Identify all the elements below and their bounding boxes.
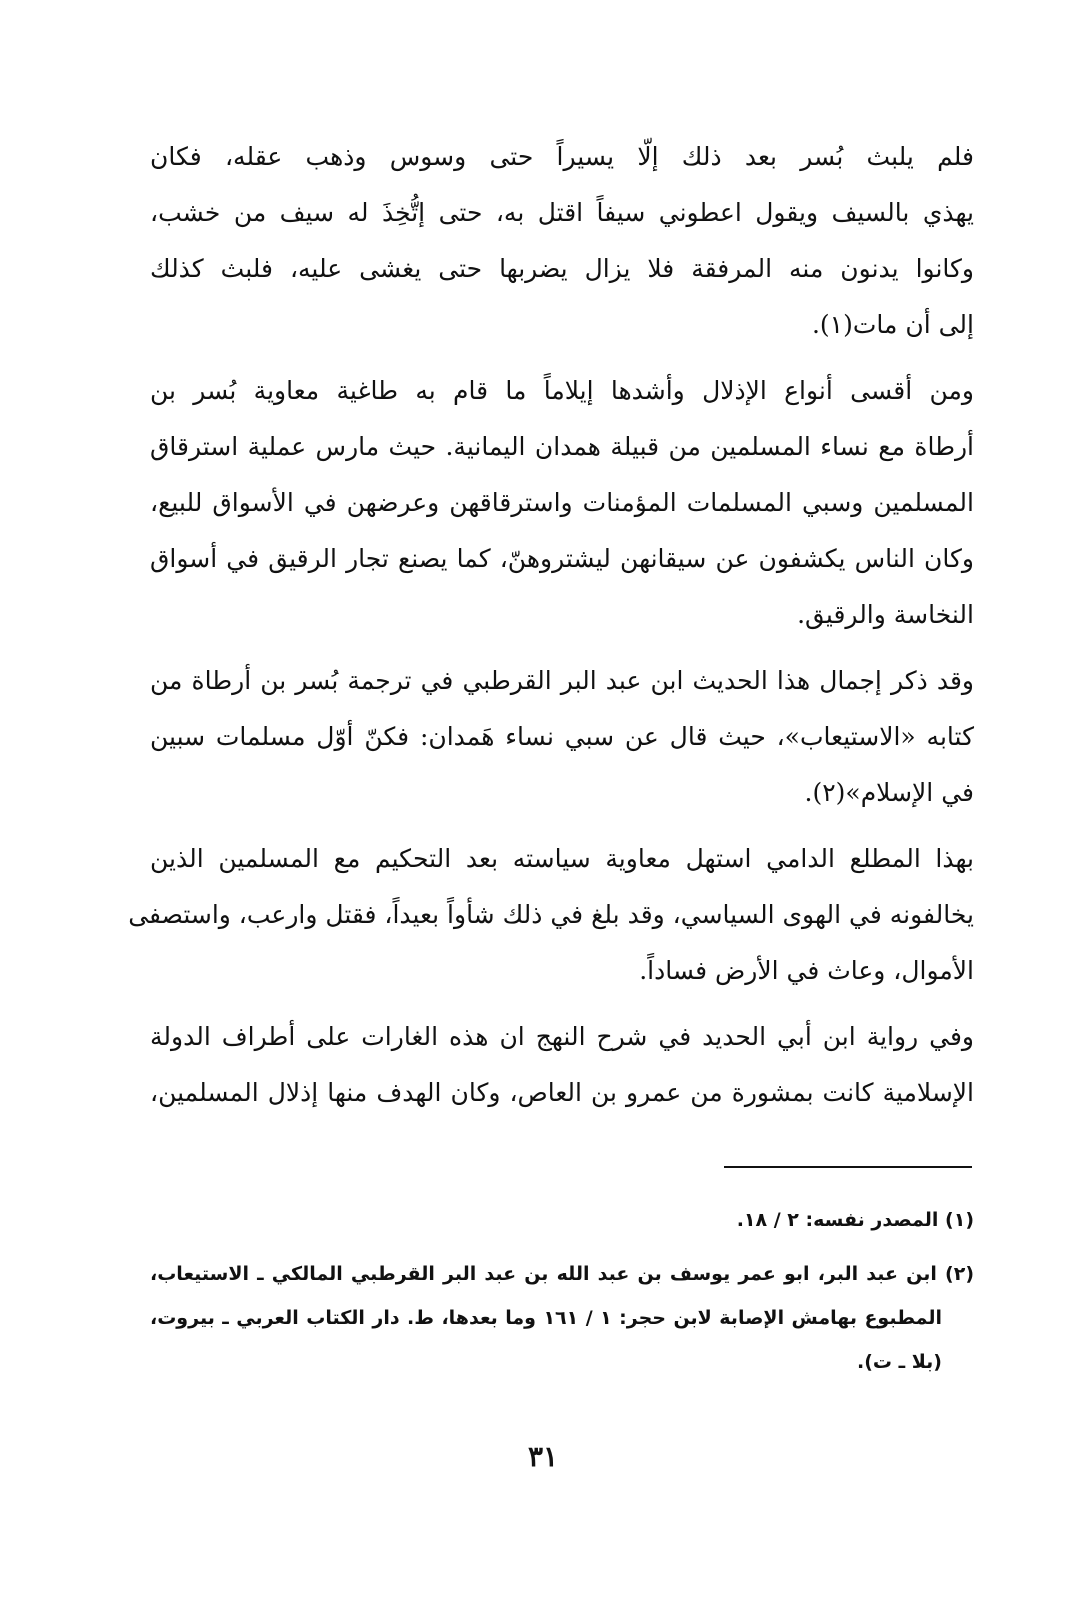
text-line: النخاسة والرقيق. [797, 600, 974, 629]
footnote-line: المطبوع بهامش الإصابة لابن حجر: ١ / ١٦١ وما بعدها، ط. دار الكتاب العربي ـ بيروت، [150, 1307, 942, 1329]
text-line: وفي رواية ابن أبي الحديد في شرح النهج ان هذه الغارات على أطراف الدولة [150, 1022, 974, 1051]
footnote-2 [150, 1252, 974, 1384]
body-text [128, 129, 974, 1131]
text-line: وكانوا يدنون منه المرفقة فلا يزال يضربها حتى يغشى عليه، فلبث كذلك [150, 254, 974, 283]
paragraph [150, 363, 974, 643]
text-line: إلى أن مات(١). [811, 310, 974, 339]
paragraph [150, 1009, 974, 1121]
page-number: ٣١ [527, 1440, 559, 1473]
paragraph [150, 653, 974, 821]
text-line: في الإسلام»(٢). [804, 778, 974, 807]
text-line: وقد ذكر إجمال هذا الحديث ابن عبد البر القرطبي في ترجمة بُسر بن أرطاة من [150, 666, 974, 695]
footnotes [150, 1198, 974, 1384]
footnote-line: (٢) ابن عبد البر، ابو عمر يوسف بن عبد الله بن عبد البر القرطبي المالكي ـ الاستيعاب، [150, 1263, 974, 1285]
text-line: فلم يلبث بُسر بعد ذلك إلّا يسيراً حتى وسوس وذهب عقله، فكان [150, 142, 974, 171]
text-line: يهذي بالسيف ويقول اعطوني سيفاً اقتل به، حتى إتُّخِذَ له سيف من خشب، [150, 198, 974, 227]
footnote-1 [150, 1198, 974, 1242]
text-line: ومن أقسى أنواع الإذلال وأشدها إيلاماً ما قام به طاغية معاوية بُسر بن [150, 376, 974, 405]
text-line: كتابه «الاستيعاب»، حيث قال عن سبي نساء هَمدان: فكنّ أوّل مسلمات سبين [150, 722, 974, 751]
text-line: المسلمين وسبي المسلمات المؤمنات واسترقاقهن وعرضهن في الأسواق للبيع، [150, 488, 974, 517]
text-line: الإسلامية كانت بمشورة من عمرو بن العاص، وكان الهدف منها إذلال المسلمين، [150, 1078, 974, 1107]
footnote-divider [724, 1166, 972, 1168]
text-line: وكان الناس يكشفون عن سيقانهن ليشتروهنّ، كما يصنع تجار الرقيق في أسواق [150, 544, 974, 573]
text-line: أرطاة مع نساء المسلمين من قبيلة همدان اليمانية. حيث مارس عملية استرقاق [150, 432, 974, 461]
footnote-line: (بلا ـ ت). [857, 1351, 942, 1373]
paragraph [128, 831, 974, 999]
text-line: الأموال، وعاث في الأرض فساداً. [639, 956, 974, 985]
paragraph [150, 129, 974, 353]
text-line: بهذا المطلع الدامي استهل معاوية سياسته بعد التحكيم مع المسلمين الذين [150, 844, 974, 873]
text-line: يخالفونه في الهوى السياسي، وقد بلغ في ذلك شأواً بعيداً، فقتل وارعب، واستصفى [128, 900, 974, 929]
footnote-line: (١) المصدر نفسه: ٢ / ١٨. [736, 1209, 974, 1231]
